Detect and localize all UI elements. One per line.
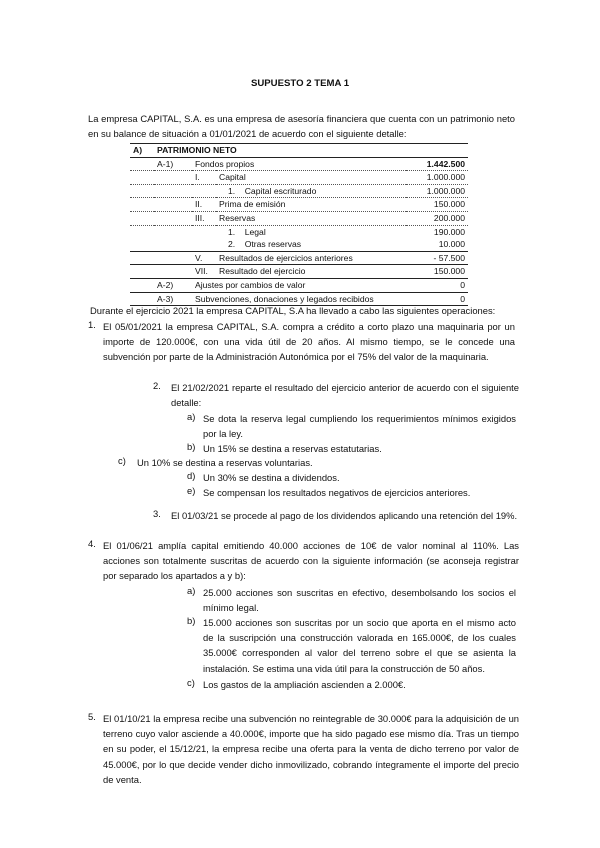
table-cell: VII.	[192, 265, 216, 279]
table-cell: Reservas	[216, 211, 406, 225]
balance-table	[130, 143, 468, 306]
op5-number: 5.	[88, 711, 96, 722]
table-cell	[130, 265, 154, 279]
table-cell	[154, 238, 192, 251]
table-cell: Resultado del ejercicio	[216, 265, 406, 279]
op2-e-text: Se compensan los resultados negativos de ejercicios anteriores.	[203, 487, 471, 498]
table-cell	[192, 238, 216, 251]
table-value	[406, 144, 468, 158]
op2-a-label: a)	[187, 411, 196, 422]
table-row	[130, 238, 468, 251]
table-row	[130, 278, 468, 292]
op2-d-label: d)	[187, 470, 196, 481]
table-cell	[130, 211, 154, 225]
table-cell	[130, 184, 154, 198]
table-cell: A-2)	[154, 278, 192, 292]
op4-b-text: 15.000 acciones son suscritas por un socio que aporta en el mismo acto de la suscripción una construcción valorada en 165.000€, de los cuales 35.000€ corresponden al valor del terreno sobre el que se asienta la instalación. Se estima una vida útil para la construcción de 50 años.	[203, 617, 516, 674]
table-cell	[130, 225, 154, 238]
op4-c-label: c)	[187, 677, 195, 688]
table-cell: Resultados de ejercicios anteriores	[216, 251, 406, 265]
op2-d-text: Un 30% se destina a dividendos.	[203, 472, 340, 483]
op4-a-text: 25.000 acciones son suscritas en efectivo, desembolsando los socios el mínimo legal.	[203, 587, 516, 614]
table-cell	[154, 184, 192, 198]
op2-c-label: c)	[118, 455, 126, 466]
table-cell: A)	[130, 144, 154, 158]
table-row	[130, 157, 468, 171]
op1-text: El 05/01/2021 la empresa CAPITAL, S.A. compra a crédito a corto plazo una maquinaria por un importe de 120.000€, con una vida útil de 20 años. Al mismo tiempo, se le concede una subvención por parte de la Administración Autonómica por el 75% del valor de la maquinaria.	[103, 321, 515, 363]
table-cell	[154, 211, 192, 225]
op3-text: El 01/03/21 se procede al pago de los dividendos aplicando una retención del 19%.	[171, 510, 518, 521]
table-row	[130, 251, 468, 265]
table-cell: V.	[192, 251, 216, 265]
op4-c-text: Los gastos de la ampliación ascienden a 2.000€.	[203, 679, 406, 690]
table-cell: Subvenciones, donaciones y legados recibidos	[192, 292, 406, 306]
op2-b-text: Un 15% se destina a reservas estatutarias.	[203, 443, 382, 454]
op5-text: El 01/10/21 la empresa recibe una subvención no reintegrable de 30.000€ para la adquisición de un terreno cuyo valor asciende a 40.000€, importe que ha sido pagado ese mismo día. Tras un tiempo en su poder, el 15/12/21, la empresa recibe una oferta para la venta de dicho terreno por valor de 45.000€, por lo que decide vender dicho inmovilizado, cobrando íntegramente el importe del precio de venta.	[103, 713, 519, 785]
op4-text: El 01/06/21 amplía capital emitiendo 40.000 acciones de 10€ de valor nominal al 110%. Las acciones son totalmente suscritas de acuerdo con la siguiente información (se aconseja registrar por separado los apartados a y b):	[103, 540, 519, 582]
table-row	[130, 211, 468, 225]
op4-number: 4.	[88, 538, 96, 549]
table-row	[130, 225, 468, 238]
op4-b-label: b)	[187, 615, 196, 626]
op2-b-label: b)	[187, 441, 196, 452]
table-value: 150.000	[406, 265, 468, 279]
table-row	[130, 184, 468, 198]
op2-text: El 21/02/2021 reparte el resultado del ejercicio anterior de acuerdo con el siguiente detalle:	[171, 382, 519, 409]
table-cell: PATRIMONIO NETO	[154, 144, 406, 158]
op2-e-label: e)	[187, 485, 196, 496]
op2-a-text: Se dota la reserva legal cumpliendo los requerimientos mínimos exigidos por la ley.	[203, 413, 516, 440]
op2-c-text: Un 10% se destina a reservas voluntarias.	[137, 457, 313, 468]
table-row	[130, 144, 468, 158]
table-cell: II.	[192, 198, 216, 212]
table-cell: 1. Capital escriturado	[216, 184, 406, 198]
table-value: 1.000.000	[406, 171, 468, 185]
table-cell	[192, 184, 216, 198]
table-cell: A-1)	[154, 157, 192, 171]
table-cell: III.	[192, 211, 216, 225]
table-cell: Capital	[216, 171, 406, 185]
intro-paragraph: La empresa CAPITAL, S.A. es una empresa de asesoría financiera que cuenta con un patrimonio neto en su balance de situación a 01/01/2021 de acuerdo con el siguiente detalle:	[88, 113, 515, 140]
table-value: - 57.500	[406, 251, 468, 265]
table-cell: A-3)	[154, 292, 192, 306]
table-value: 200.000	[406, 211, 468, 225]
table-row	[130, 265, 468, 279]
operations-intro: Durante el ejercicio 2021 la empresa CAPITAL, S.A ha llevado a cabo las siguientes operaciones:	[90, 305, 496, 316]
table-value: 0	[406, 278, 468, 292]
table-cell	[130, 198, 154, 212]
table-value: 0	[406, 292, 468, 306]
page-title: SUPUESTO 2 TEMA 1	[250, 78, 350, 89]
table-value: 190.000	[433, 226, 465, 237]
table-cell	[154, 171, 192, 185]
op3-number: 3.	[153, 508, 161, 519]
table-cell: 1. Legal	[228, 226, 266, 237]
table-row	[130, 171, 468, 185]
table-cell: 2. Otras reservas	[216, 238, 406, 251]
table-cell	[154, 265, 192, 279]
op4-a-label: a)	[187, 585, 196, 596]
table-cell	[154, 251, 192, 265]
table-cell	[130, 251, 154, 265]
table-value: 150.000	[406, 198, 468, 212]
op1-number: 1.	[88, 319, 96, 330]
op2-number: 2.	[153, 380, 161, 391]
table-cell: Fondos propios	[192, 157, 406, 171]
table-value: 10.000	[406, 238, 468, 251]
table-cell	[154, 198, 192, 212]
table-cell	[130, 278, 154, 292]
table-cell	[130, 157, 154, 171]
table-cell	[130, 238, 154, 251]
table-value: 1.000.000	[406, 184, 468, 198]
table-cell	[154, 225, 192, 238]
table-cell: Ajustes por cambios de valor	[192, 278, 406, 292]
table-cell	[130, 171, 154, 185]
table-cell: Prima de emisión	[216, 198, 406, 212]
table-value: 1.442.500	[406, 157, 468, 171]
table-cell	[192, 225, 216, 238]
table-row	[130, 198, 468, 212]
table-cell: I.	[192, 171, 216, 185]
